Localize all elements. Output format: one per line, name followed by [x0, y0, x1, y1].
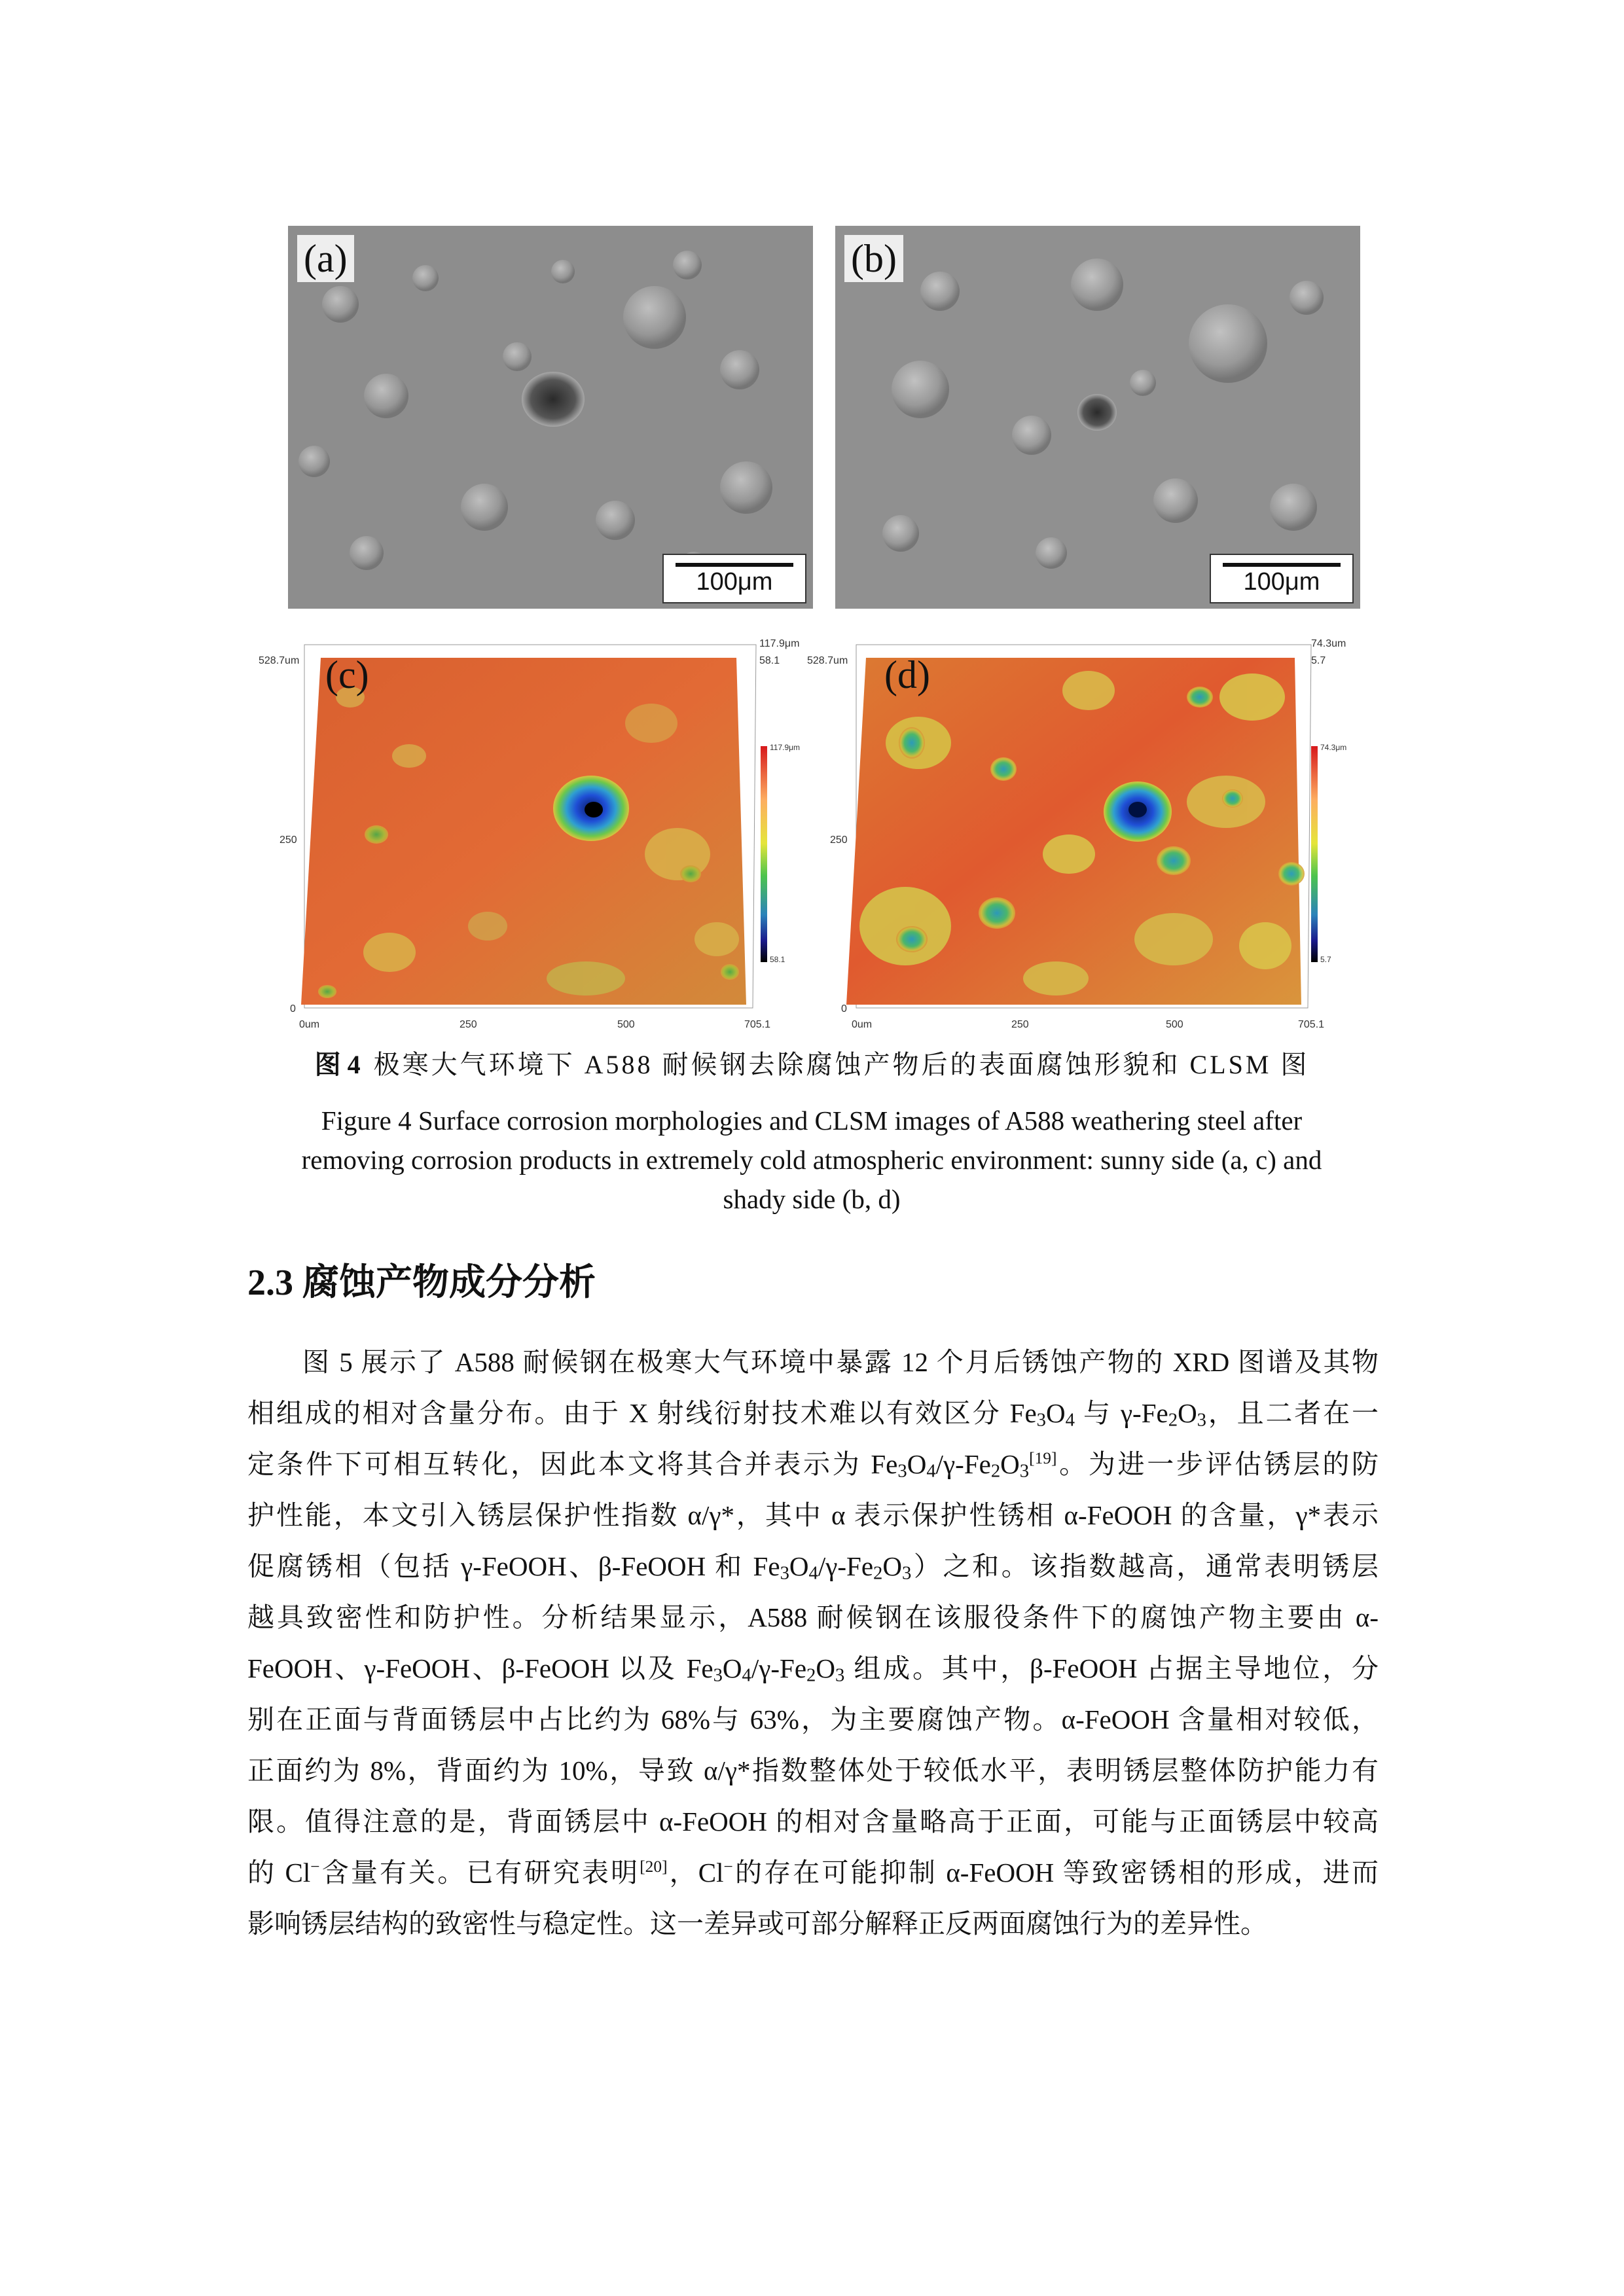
- y-axis-mid-d: 250: [830, 834, 848, 846]
- paragraph-line: 越具致密性和防护性。分析结果显示，A588 耐候钢在该服役条件下的腐蚀产物主要由 α-: [247, 1602, 1379, 1632]
- x-tick-d: 500: [1166, 1019, 1183, 1030]
- paragraph-line: 护性能，本文引入锈层保护性指数 α/γ*，其中 α 表示保护性锈相 α-FeOOH 的含量，γ*表示: [247, 1500, 1379, 1530]
- x-tick-c: 0um: [299, 1019, 320, 1030]
- sem-texture-a: [288, 226, 813, 609]
- top-right2-d: 5.7: [1311, 655, 1326, 666]
- clsm-heightmap-c: [259, 638, 802, 1050]
- top-right-c: 117.9μm: [759, 638, 800, 649]
- top-right-d: 74.3um: [1311, 638, 1346, 649]
- panel-label-d: (d): [884, 653, 930, 696]
- panel-label-b: (b): [844, 235, 903, 282]
- figure-caption-cn: [0, 1049, 1624, 1081]
- paragraph-line: 影响锈层结构的致密性与稳定性。这一差异或可部分解释正反两面腐蚀行为的差异性。: [247, 1909, 1267, 1939]
- body-paragraph: [247, 1336, 1379, 1949]
- y-axis-zero-d: 0: [841, 1003, 847, 1014]
- scale-bar-label: 100μm: [1243, 568, 1320, 596]
- x-tick-d: 705.1: [1298, 1019, 1325, 1030]
- figure-number-cn: 图 4: [314, 1050, 361, 1079]
- figure-caption-cn-text: 极寒大气环境下 A588 耐候钢去除腐蚀产物后的表面腐蚀形貌和 CLSM 图: [373, 1050, 1310, 1079]
- x-tick-c: 705.1: [744, 1019, 771, 1030]
- scale-bar-a: [662, 554, 806, 603]
- paragraph-line: 图 5 展示了 A588 耐候钢在极寒大气环境中暴露 12 个月后锈蚀产物的 XRD 图谱及其物: [302, 1347, 1379, 1377]
- legend-max-c: 117.9μm: [770, 743, 801, 752]
- paragraph-line: 相组成的相对含量分布。由于 X 射线衍射技术难以有效区分 $Fe_3O_4$ 与 $\gamma-Fe_2O_3$，且二者在一: [247, 1398, 1379, 1431]
- y-axis-mid-c: 250: [280, 834, 297, 846]
- clsm-image-c: [259, 638, 802, 1050]
- scale-bar-b: [1210, 554, 1354, 603]
- legend-max-d: 74.3μm: [1320, 743, 1347, 752]
- figure-caption-en: [249, 1101, 1375, 1219]
- paragraph-line: 别在正面与背面锈层中占比约为 68%与 63%，为主要腐蚀产物。α-FeOOH 含量相对较低，: [247, 1704, 1379, 1734]
- paragraph-line: 的 Cl−含量有关。已有研究表明[20]，Cl−的存在可能抑制 α-FeOOH 等致密锈相的形成，进而: [247, 1857, 1379, 1888]
- legend-min-d: 5.7: [1320, 955, 1331, 964]
- caption-en-line: shady side (b, d): [723, 1184, 901, 1214]
- y-axis-top-c: 528.7um: [259, 655, 300, 666]
- sem-image-a: [288, 226, 813, 609]
- x-tick-c: 250: [460, 1019, 477, 1030]
- scale-bar-label: 100μm: [696, 568, 773, 596]
- paragraph-line: 正面约为 8%，背面约为 10%，导致 α/γ*指数整体处于较低水平，表明锈层整体防护能力有: [247, 1755, 1379, 1785]
- clsm-image-d: [807, 638, 1357, 1050]
- x-tick-d: 0um: [852, 1019, 873, 1030]
- y-axis-zero-c: 0: [290, 1003, 296, 1014]
- panel-label-a: (a): [297, 235, 354, 282]
- citation[interactable]: [20]: [640, 1857, 668, 1876]
- scale-bar-line: [676, 563, 793, 567]
- panel-label-c: (c): [325, 653, 369, 696]
- caption-en-line: removing corrosion products in extremely cold atmospheric environment: sunny side (a, c) and: [301, 1145, 1322, 1175]
- clsm-heightmap-d: [807, 638, 1357, 1050]
- scale-bar-line: [1223, 563, 1341, 567]
- paragraph-line: FeOOH、γ-FeOOH、β-FeOOH 以及 $Fe_3O_4/\gamma-Fe_2O_3$ 组成。其中，β-FeOOH 占据主导地位，分: [247, 1653, 1379, 1686]
- paragraph-line: 定条件下可相互转化，因此本文将其合并表示为 $Fe_3O_4/\gamma-Fe_2O_3[19]$。为进一步评估锈层的防: [247, 1448, 1379, 1482]
- section-heading: 2.3 腐蚀产物成分分析: [247, 1263, 596, 1303]
- legend-min-c: 58.1: [770, 955, 785, 964]
- top-right2-c: 58.1: [759, 655, 780, 666]
- x-tick-d: 250: [1011, 1019, 1029, 1030]
- paragraph-line: 限。值得注意的是，背面锈层中 α-FeOOH 的相对含量略高于正面，可能与正面锈层中较高: [247, 1806, 1379, 1837]
- citation[interactable]: [19]: [1029, 1448, 1057, 1467]
- caption-en-line: Figure 4 Surface corrosion morphologies and CLSM images of A588 weathering steel after: [321, 1105, 1303, 1136]
- sem-image-b: [835, 226, 1360, 609]
- sem-texture-b: [835, 226, 1360, 609]
- x-tick-c: 500: [617, 1019, 635, 1030]
- y-axis-top-d: 528.7um: [807, 655, 848, 666]
- paragraph-line: 促腐锈相（包括 γ-FeOOH、β-FeOOH 和 $Fe_3O_4/\gamma-Fe_2O_3$）之和。该指数越高，通常表明锈层: [247, 1551, 1379, 1584]
